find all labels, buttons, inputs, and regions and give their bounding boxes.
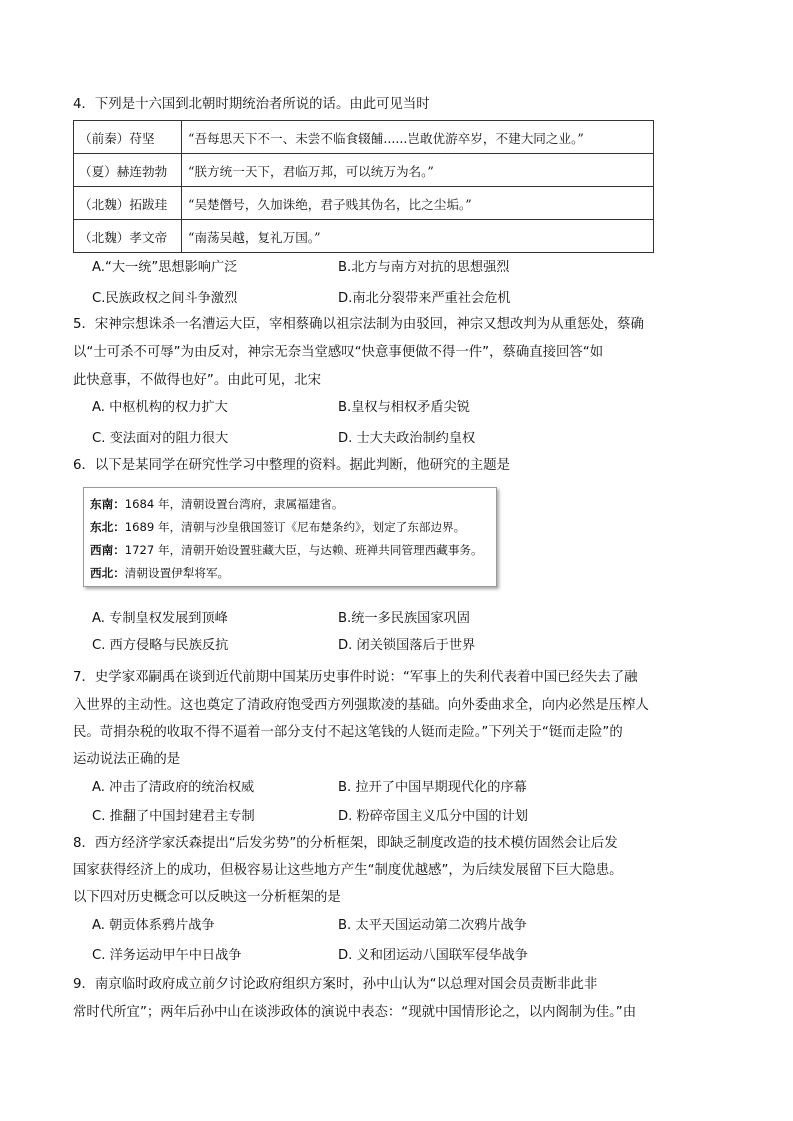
material-text: 1727 年，清朝开始设置驻藏大臣，与达赖、班禅共同管理西藏事务。 — [124, 543, 483, 557]
q4-option-d[interactable]: D.南北分裂带来严重社会危机 — [338, 291, 511, 306]
q6-option-b[interactable]: B.统一多民族国家巩固 — [338, 611, 470, 626]
q8-option-a[interactable]: A. 朝贡体系鸦片战争 — [92, 918, 215, 933]
q4-option-a[interactable]: A.“大一统”思想影响广泛 — [92, 260, 238, 275]
ruler-cell: （北魏）孝文帝 — [74, 220, 182, 253]
material-row — [90, 496, 344, 512]
q6-option-a[interactable]: A. 专制皇权发展到顶峰 — [92, 611, 228, 626]
table-row — [74, 121, 654, 154]
q7-stem-line: 入世界的主动性。这也奠定了清政府饱受西方列强欺凌的基础。向外委曲求全，向内必然是压榨人 — [73, 698, 649, 713]
q7-option-a[interactable]: A. 冲击了清政府的统治权威 — [92, 780, 255, 795]
q7-option-d[interactable]: D. 粉碎帝国主义瓜分中国的计划 — [338, 809, 528, 824]
q7-stem-line: 运动说法正确的是 — [73, 752, 181, 767]
q5-stem-line: 此快意事，不做得也好”。由此可见，北宋 — [73, 373, 321, 388]
q7-option-b[interactable]: B. 拉开了中国早期现代化的序幕 — [338, 780, 527, 795]
q6-stem: 6．以下是某同学在研究性学习中整理的资料。据此判断，他研究的主题是 — [73, 458, 511, 473]
q6-option-c[interactable]: C. 西方侵略与民族反抗 — [92, 638, 229, 653]
ruler-cell: （北魏）拓跋珪 — [74, 187, 182, 220]
q5-option-d[interactable]: D. 士大夫政治制约皇权 — [338, 431, 476, 446]
q6-material-box — [83, 487, 497, 587]
material-label: 西北： — [90, 566, 125, 580]
material-row — [90, 519, 465, 535]
table-row — [74, 220, 654, 253]
material-row — [90, 565, 229, 581]
ruler-cell: （前秦）苻坚 — [74, 121, 182, 154]
q8-stem-line: 以下四对历史概念可以反映这一分析框架的是 — [73, 890, 341, 905]
q5-stem-line: 5．宋神宗想诛杀一名漕运大臣，宰相蔡确以祖宗法制为由驳回，神宗又想改判为从重惩处，蔡确 — [73, 317, 644, 332]
q7-option-c[interactable]: C. 推翻了中国封建君主专制 — [92, 809, 255, 824]
material-text: 1689 年，清朝与沙皇俄国签订《尼布楚条约》，划定了东部边界。 — [124, 520, 466, 534]
q9-stem-line: 9．南京临时政府成立前夕讨论政府组织方案时，孙中山认为“以总理对国会员责断非此非 — [73, 977, 598, 992]
q8-stem-line: 8．西方经济学家沃森提出“后发劣势”的分析框架，即缺乏制度改造的技术模仿固然会让后发 — [73, 836, 618, 851]
q6-option-d[interactable]: D. 闭关锁国落后于世界 — [338, 638, 476, 653]
q5-option-c[interactable]: C. 变法面对的阻力很大 — [92, 431, 229, 446]
q7-stem-line: 民。苛捐杂税的收取不得不逼着一部分支付不起这笔钱的人铤而走险。”下列关于“铤而走险”的 — [73, 725, 623, 740]
q8-option-d[interactable]: D. 义和团运动八国联军侵华战争 — [338, 948, 528, 963]
q9-stem-line: 常时代所宜”；两年后孙中山在谈涉政体的演说中表态：“现就中国情形论之，以内阁制为佳。”由 — [73, 1005, 637, 1020]
material-text: 1684 年，清朝设置台湾府，隶属福建省。 — [124, 497, 344, 511]
quote-cell: “吾每思天下不一、未尝不临食辍餔......岂敢优游卒岁，不建大同之业。” — [182, 121, 654, 154]
table-row — [74, 154, 654, 187]
material-label: 东北： — [90, 520, 125, 534]
quote-cell: “吴楚僭号，久加诛绝，君子贱其伪名，比之尘垢。” — [182, 187, 654, 220]
q4-stem: 4．下列是十六国到北朝时期统治者所说的话。由此可见当时 — [73, 97, 430, 112]
ruler-cell: （夏）赫连勃勃 — [74, 154, 182, 187]
quote-cell: “南荡吴越，复礼万国。” — [182, 220, 654, 253]
q4-option-b[interactable]: B.北方与南方对抗的思想强烈 — [338, 260, 510, 275]
material-row — [90, 542, 483, 558]
q7-stem-line: 7．史学家邓嗣禹在谈到近代前期中国某历史事件时说：“军事上的失利代表着中国已经失去了融 — [73, 670, 638, 685]
q5-stem-line: 以“士可杀不可辱”为由反对，神宗无奈当堂感叹“快意事便做不得一件”，蔡确直接回答“如 — [73, 345, 604, 360]
q4-quote-table — [73, 120, 654, 253]
material-text: 清朝设置伊犁将军。 — [124, 566, 230, 580]
q5-option-b[interactable]: B.皇权与相权矛盾尖锐 — [338, 400, 470, 415]
q8-stem-line: 国家获得经济上的成功，但极容易让这些地方产生“制度优越感”，为后续发展留下巨大隐患。 — [73, 863, 623, 878]
material-label: 西南： — [90, 543, 125, 557]
q5-option-a[interactable]: A. 中枢机构的权力扩大 — [92, 400, 228, 415]
table-row — [74, 187, 654, 220]
q8-option-b[interactable]: B. 太平天国运动第二次鸦片战争 — [338, 918, 527, 933]
q4-option-c[interactable]: C.民族政权之间斗争激烈 — [92, 291, 238, 306]
material-label: 东南： — [90, 497, 125, 511]
q8-option-c[interactable]: C. 洋务运动甲午中日战争 — [92, 948, 242, 963]
quote-cell: “朕方统一天下，君临万邦，可以统万为名。” — [182, 154, 654, 187]
